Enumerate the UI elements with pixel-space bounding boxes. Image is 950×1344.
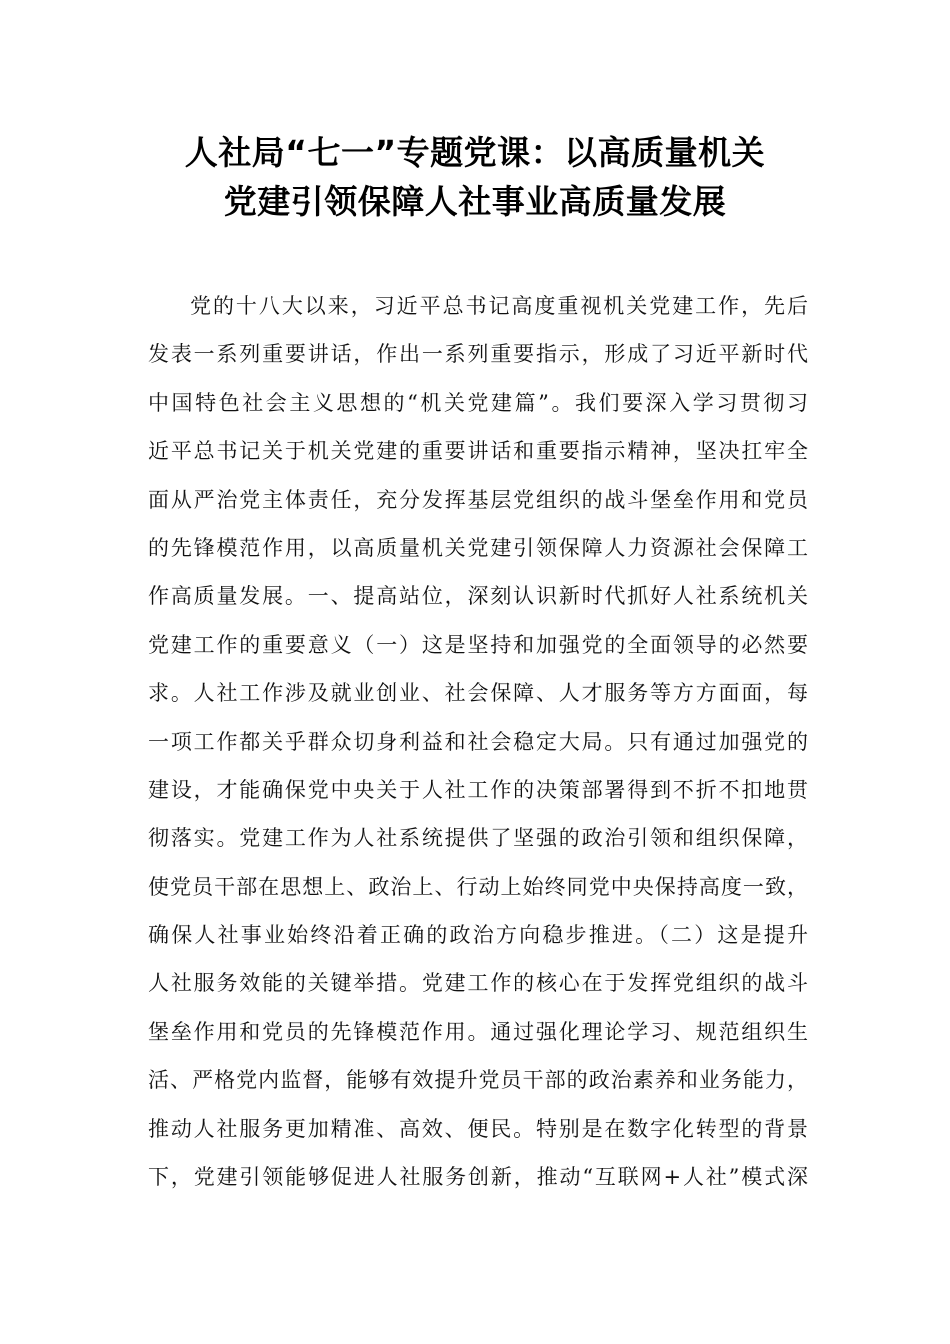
body-line: 党建工作的重要意义（一）这是坚持和加强党的全面领导的必然要 xyxy=(148,632,808,657)
body-line: 一项工作都关乎群众切身利益和社会稳定大局。只有通过加强党的 xyxy=(148,729,808,754)
title-line-2: 党建引领保障人社事业高质量发展 xyxy=(223,182,727,221)
title-line-1: 人社局“七一”专题党课：以高质量机关 xyxy=(184,133,766,172)
body-line: 确保人社事业始终沿着正确的政治方向稳步推进。（二）这是提升 xyxy=(148,923,808,948)
body-line: 中国特色社会主义思想的“机关党建篇”。我们要深入学习贯彻习 xyxy=(148,390,808,415)
body-line: 推动人社服务更加精准、高效、便民。特别是在数字化转型的背景 xyxy=(148,1116,808,1141)
body-line: 求。人社工作涉及就业创业、社会保障、人才服务等方方面面，每 xyxy=(148,681,808,706)
document-title xyxy=(100,128,850,226)
body-line: 彻落实。党建工作为人社系统提供了坚强的政治引领和组织保障， xyxy=(148,826,808,851)
body-line: 使党员干部在思想上、政治上、行动上始终同党中央保持高度一致， xyxy=(148,874,808,899)
body-line: 近平总书记关于机关党建的重要讲话和重要指示精神，坚决扛牢全 xyxy=(148,439,808,464)
body-line: 面从严治党主体责任，充分发挥基层党组织的战斗堡垒作用和党员 xyxy=(148,487,808,512)
body-line: 作高质量发展。一、提高站位，深刻认识新时代抓好人社系统机关 xyxy=(148,584,808,609)
body-line: 建设，才能确保党中央关于人社工作的决策部署得到不折不扣地贯 xyxy=(148,777,808,802)
body-line: 堡垒作用和党员的先锋模范作用。通过强化理论学习、规范组织生 xyxy=(148,1019,808,1044)
body-line: 发表一系列重要讲话，作出一系列重要指示，形成了习近平新时代 xyxy=(148,342,808,367)
body-line: 下，党建引领能够促进人社服务创新，推动“互联网+人社”模式深 xyxy=(148,1165,808,1190)
body-paragraph xyxy=(148,282,808,1201)
body-line: 党的十八大以来，习近平总书记高度重视机关党建工作，先后 xyxy=(190,294,808,318)
body-line: 人社服务效能的关键举措。党建工作的核心在于发挥党组织的战斗 xyxy=(148,971,808,996)
body-line: 活、严格党内监督，能够有效提升党员干部的政治素养和业务能力， xyxy=(148,1068,808,1093)
body-line: 的先锋模范作用，以高质量机关党建引领保障人力资源社会保障工 xyxy=(148,535,808,560)
